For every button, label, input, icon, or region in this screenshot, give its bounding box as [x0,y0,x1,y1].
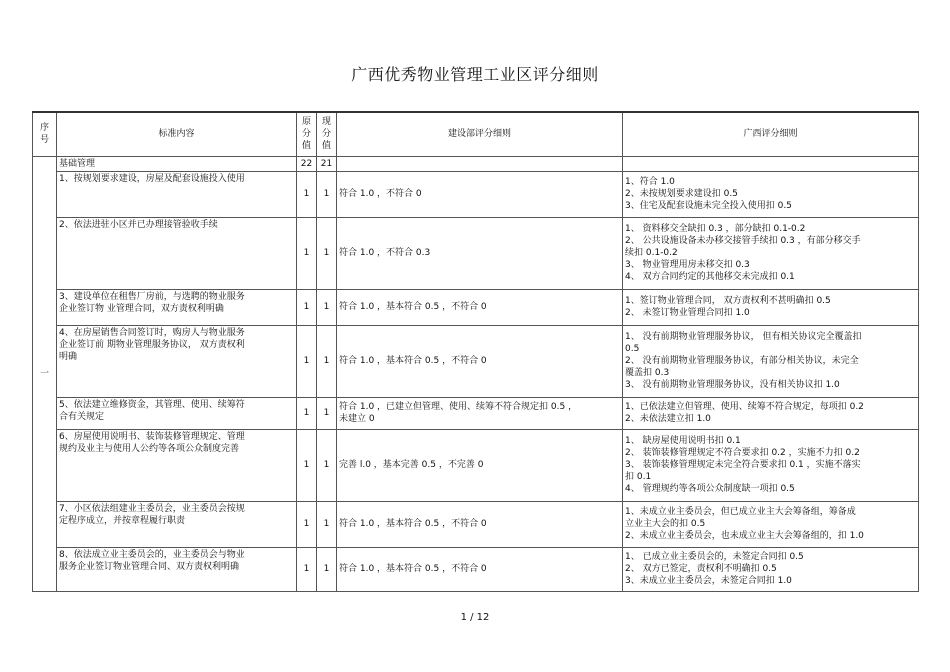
standard-cell-line: 服务企业签订物业管理合同、双方责权利明确 [59,561,240,572]
guangxi-rule-cell-line: 1、 资料移交全缺扣 0.3 ，部分缺扣 0.1-0.2 [625,224,806,234]
standard-cell-line: 企业签订前 期物业管理服务协议， 双方责权利 [59,339,245,350]
guangxi-rule-cell-line: 3、未成立业主委员会，未签定合同扣 1.0 [625,576,792,586]
guangxi-rule-cell [623,171,919,217]
standard-cell-line: 6、房屋使用说明书、装饰装修管理规定、管理 [59,431,245,442]
ministry-rule-cell [337,171,623,217]
standard-cell-line: 4、在房屋销售合同签订时，购房人与物业服务 [59,327,245,338]
table-row [33,171,919,217]
guangxi-rule-cell-line: 1、未成立业主委员会，但已成立业主大会筹备组，筹备成 [625,507,856,517]
guangxi-rule-cell-line: 覆盖扣 0.3 [625,368,670,378]
guangxi-rule-cell-line: 2、 装饰装修管理规定不符合要求扣 0.2 ，实施不力扣 0.2 [625,448,860,458]
table-row [33,547,919,591]
standard-cell [57,501,297,547]
standard-cell-line: 定程序成立，并按章程履行职责 [59,515,186,526]
guangxi-rule-cell-line: 4、 管理规约等各项公众制度缺一项扣 0.5 [625,484,795,494]
ministry-rule-cell-line: 符合 1.0 ，基本符合 0.5 ，不符合 0 [339,564,487,574]
guangxi-rule-cell [623,429,919,501]
guangxi-rule-cell-line: 3、 装饰装修管理规定未完全符合要求扣 0.1 ，实施不落实 [625,460,861,470]
guangxi-rule-cell-line: 1、符合 1.0 [625,177,675,187]
standard-cell-line: 明确 [59,351,78,362]
curr-score-cell: 1 [317,429,337,501]
ministry-rule-cell-line: 符合 1.0 ，基本符合 0.5 ，不符合 0 [339,356,487,366]
header-standard: 标准内容 [57,112,297,156]
section-seq: 一 [33,156,57,591]
header-orig-score: 原 分 值 [297,112,317,156]
ministry-rule-cell-line: 符合 1.0 ，不符合 0.3 [339,248,431,258]
ministry-rule-cell-line: 符合 1.0 ，已建立但管理、使用、续筹不符合规定扣 0.5 ， [339,402,578,412]
table-row [33,217,919,289]
guangxi-rule-cell-line: 3、住宅及配套设施未完全投入使用扣 0.5 [625,201,792,211]
orig-score-cell: 1 [297,171,317,217]
guangxi-rule-cell-line: 3、 没有前期物业管理服务协议，没有相关协议扣 1.0 [625,380,840,390]
orig-score-cell: 1 [297,547,317,591]
ministry-rule-cell [337,325,623,397]
table-row [33,289,919,325]
ministry-rule-cell-line: 符合 1.0 ，基本符合 0.5 ，不符合 0 [339,519,487,529]
ministry-rule-cell-line: 未建立 0 [339,414,375,424]
page-title: 广西优秀物业管理工业区评分细则 [351,65,599,84]
ministry-rule-cell [337,397,623,429]
table-row [33,397,919,429]
section-row [33,156,919,171]
standard-cell-line: 企业签订物 业管理合同，双方责权利明确 [59,303,224,314]
header-guangxi-rules: 广西评分细则 [623,112,919,156]
table-row [33,501,919,547]
standard-cell-line: 8、依法成立业主委员会的，业主委员会与物业 [59,549,245,560]
ministry-rule-cell [337,547,623,591]
standard-cell [57,547,297,591]
standard-cell [57,429,297,501]
standard-cell [57,397,297,429]
page-number: 1 / 12 [460,612,490,623]
table-row [33,429,919,501]
orig-score-cell: 1 [297,397,317,429]
guangxi-rule-cell-line: 扣 0.1 [625,472,652,482]
ministry-rule-cell [337,217,623,289]
guangxi-rule-cell-line: 2、 未签订物业管理合同扣 1.0 [625,308,750,318]
ministry-rule-cell-line: 完善 l.0 ，基本完善 0.5 ，不完善 0 [339,460,484,470]
header-curr-score: 现 分 值 [317,112,337,156]
curr-score-cell: 1 [317,325,337,397]
standard-cell-line: 规约及业主与使用人公约等各项公众制度完善 [59,443,240,454]
ministry-rule-cell [337,429,623,501]
table-header-row [33,112,919,156]
standard-cell-line: 7、小区依法组建业主委员会，业主委员会按规 [59,503,245,514]
standard-cell-line: 1、按规划要求建设，房屋及配套设施投入使用 [59,173,245,184]
guangxi-rule-cell-line: 2、 没有前期物业管理服务协议，有部分相关协议，未完全 [625,356,859,366]
guangxi-rule-cell-line: 2、未依法建立扣 1.0 [625,414,711,424]
guangxi-rule-cell [623,397,919,429]
section-orig-score: 22 [297,156,317,171]
orig-score-cell: 1 [297,217,317,289]
standard-cell-line: 2、依法进驻小区并已办理接管验收手续 [59,219,218,230]
curr-score-cell: 1 [317,547,337,591]
guangxi-rule-cell [623,501,919,547]
guangxi-rule-cell [623,289,919,325]
guangxi-rule-cell-line: 3、 物业管理用房未移交扣 0.3 [625,260,750,270]
header-ministry-rules: 建设部评分细则 [337,112,623,156]
section-ministry-empty [337,156,623,171]
guangxi-rule-cell-line: 续扣 0.1-0.2 [625,248,678,258]
orig-score-cell: 1 [297,289,317,325]
ministry-rule-cell [337,501,623,547]
guangxi-rule-cell-line: 0.5 [625,344,640,354]
curr-score-cell: 1 [317,289,337,325]
guangxi-rule-cell-line: 4、 双方合同约定的其他移交未完成扣 0.1 [625,272,795,282]
ministry-rule-cell [337,289,623,325]
guangxi-rule-cell-line: 2、未成立业主委员会，也未成立业主大会筹备组的，扣 1.0 [625,531,864,541]
curr-score-cell: 1 [317,397,337,429]
guangxi-rule-cell [623,217,919,289]
section-name: 基础管理 [57,156,297,171]
ministry-rule-cell-line: 符合 1.0 ，基本符合 0.5 ，不符合 0 [339,302,487,312]
standard-cell-line: 5、依法建立维修资金，其管理、使用、续筹符 [59,399,245,410]
guangxi-rule-cell-line: 2、未按规划要求建设扣 0.5 [625,189,738,199]
guangxi-rule-cell [623,325,919,397]
section-guangxi-empty [623,156,919,171]
curr-score-cell: 1 [317,217,337,289]
header-seq: 序 号 [33,112,57,156]
guangxi-rule-cell [623,547,919,591]
guangxi-rule-cell-line: 1、 没有前期物业管理服务协议， 但有相关协议完全覆盖扣 [625,332,862,342]
orig-score-cell: 1 [297,325,317,397]
guangxi-rule-cell-line: 1、 缺房屋使用说明书扣 0.1 [625,436,741,446]
curr-score-cell: 1 [317,171,337,217]
scoring-table [32,111,919,592]
orig-score-cell: 1 [297,501,317,547]
table-row [33,325,919,397]
standard-cell [57,289,297,325]
curr-score-cell: 1 [317,501,337,547]
guangxi-rule-cell-line: 立业主大会的扣 0.5 [625,519,706,529]
guangxi-rule-cell-line: 1、已依法建立但管理、使用、续筹不符合规定，每项扣 0.2 [625,402,864,412]
standard-cell-line: 3、建设单位在租售厂房前，与选聘的物业服务 [59,291,245,302]
section-curr-score: 21 [317,156,337,171]
ministry-rule-cell-line: 符合 1.0 ，不符合 0 [339,189,422,199]
guangxi-rule-cell-line: 1、 已成立业主委员会的，未签定合同扣 0.5 [625,552,804,562]
guangxi-rule-cell-line: 1、签订物业管理合同， 双方责权利不甚明确扣 0.5 [625,296,831,306]
guangxi-rule-cell-line: 2、 双方已签定，责权利不明确扣 0.5 [625,564,777,574]
standard-cell [57,325,297,397]
guangxi-rule-cell-line: 2、 公共设施设备未办移交接管手续扣 0.3 ，有部分移交手 [625,236,861,246]
orig-score-cell: 1 [297,429,317,501]
standard-cell-line: 合有关规定 [59,411,105,422]
standard-cell [57,217,297,289]
standard-cell [57,171,297,217]
